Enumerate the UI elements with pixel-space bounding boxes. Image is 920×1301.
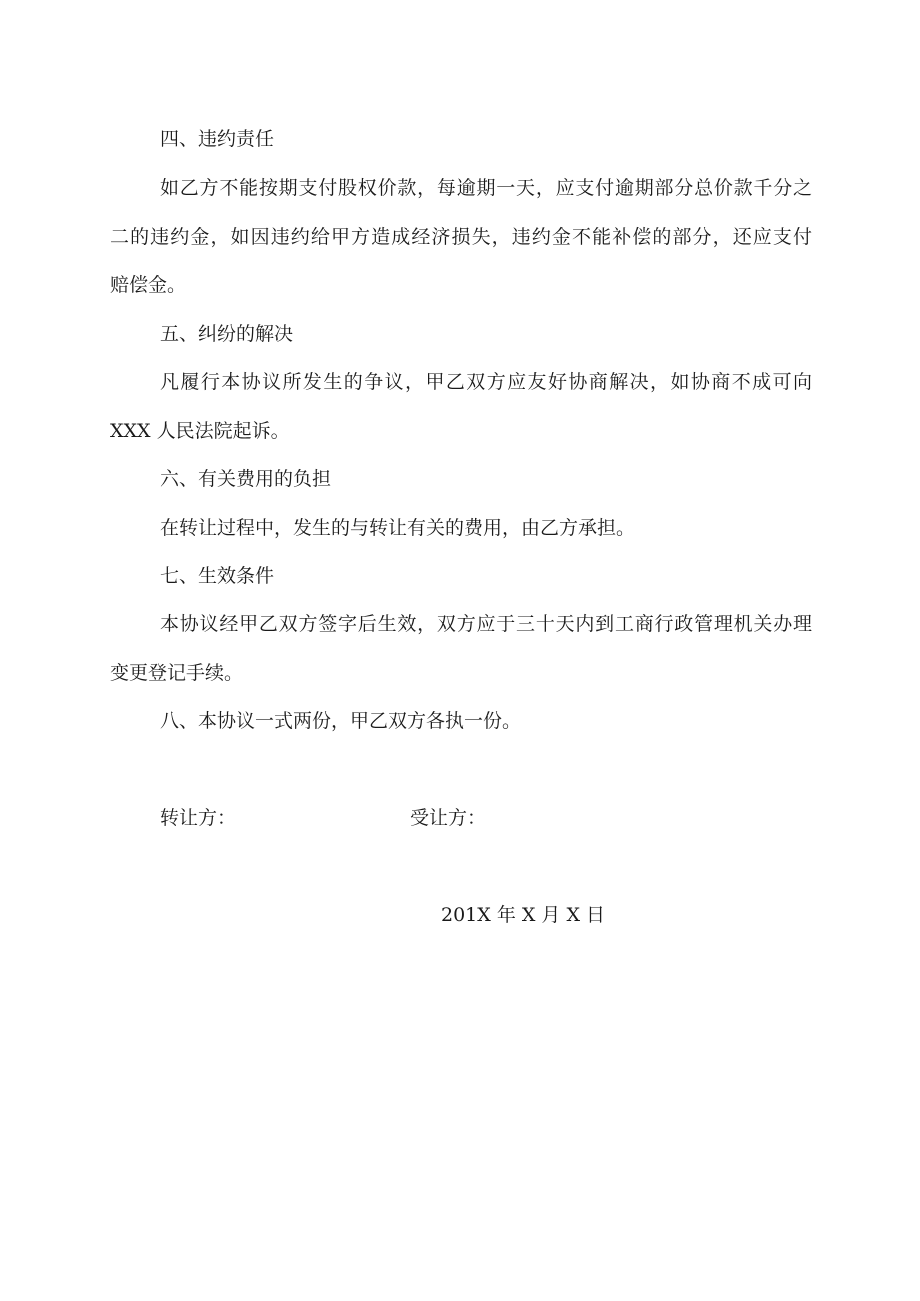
section-4-line-2: 二的违约金，如因违约给甲方造成经济损失，违约金不能补偿的部分，还应支付 (110, 226, 812, 248)
section-4-line-3: 赔偿金。 (110, 274, 187, 296)
section-5-heading: 五、纠纷的解决 (160, 323, 294, 345)
section-5-line-1: 凡履行本协议所发生的争议，甲乙双方应友好协商解决，如协商不成可向 (160, 371, 812, 393)
section-5-line-2: XXX 人民法院起诉。 (110, 420, 290, 442)
section-7-line-2: 变更登记手续。 (110, 662, 244, 684)
section-7-heading: 七、生效条件 (160, 565, 275, 587)
section-4-heading: 四、违约责任 (160, 128, 275, 150)
section-6-heading: 六、有关费用的负担 (160, 468, 332, 490)
section-4-line-1: 如乙方不能按期支付股权价款，每逾期一天，应支付逾期部分总价款千分之 (160, 177, 812, 199)
section-8-heading: 八、本协议一式两份，甲乙双方各执一份。 (160, 710, 522, 732)
section-6-line-1: 在转让过程中，发生的与转让有关的费用，由乙方承担。 (160, 517, 636, 539)
transferor-label: 转让方： (160, 807, 237, 829)
section-7-line-1: 本协议经甲乙双方签字后生效，双方应于三十天内到工商行政管理机关办理 (160, 613, 812, 635)
transferee-label: 受让方： (410, 807, 487, 829)
signing-date: 201X 年 X 月 X 日 (441, 904, 606, 926)
